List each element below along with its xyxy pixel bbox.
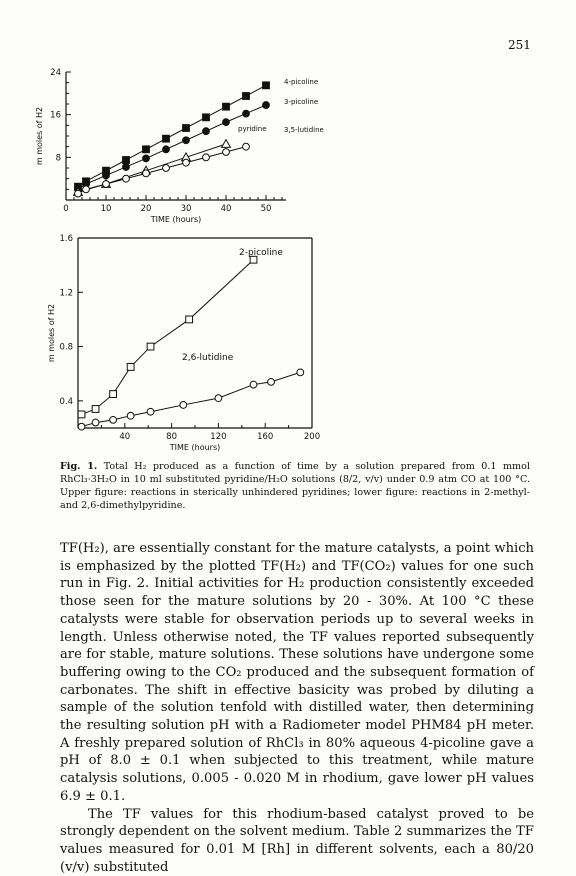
upper-point-3-picoline (263, 102, 270, 109)
label-2-picoline: 2-picoline (239, 248, 283, 258)
label-4-picoline: 4-picoline (284, 78, 319, 86)
upper-y-tick-label: 16 (50, 110, 61, 121)
lower-point-2,6-lutidine (268, 378, 275, 385)
lower-x-tick-label: 40 (119, 432, 131, 442)
lower-point-2-picoline (127, 364, 134, 371)
lower-point-2,6-lutidine (110, 416, 117, 423)
upper-point-4-picoline (123, 157, 130, 164)
upper-series-line-pyridine (78, 144, 226, 192)
upper-point-3,5-lutidine (83, 186, 90, 193)
lower-x-tick-label: 200 (303, 432, 321, 442)
upper-point-3,5-lutidine (183, 159, 190, 166)
lower-point-2,6-lutidine (215, 395, 222, 402)
lower-y-tick-label: 0.4 (59, 396, 73, 407)
page-number: 251 (508, 38, 531, 52)
upper-point-3,5-lutidine (223, 149, 230, 156)
upper-point-3,5-lutidine (123, 175, 130, 182)
lower-point-2,6-lutidine (180, 402, 187, 409)
lower-point-2,6-lutidine (250, 381, 257, 388)
lower-y-tick-label: 1.2 (59, 288, 73, 299)
upper-point-3,5-lutidine (163, 165, 170, 172)
paragraph-1: TF(H₂), are essentially constant for the mature catalysts, a point which is emphasized by the plotted TF(H₂) and TF(CO₂) values for one such run in Fig. 2. Initial activities for H₂ production consistently exceeded those seen for the mature solutions by 20 - 30%. At 100 °C these catalysts were stable for observation periods up to several weeks in length. Unless otherwise noted, the TF values reported subsequently are for stable, mature solutions. These solutions have undergone some buffering owing to the CO₂ produced and the subsequent formation of carbonates. The shift in effective basicity was probed by diluting a sample of the solution tenfold with distilled water, then determining the resulting solution pH with a Radiometer model PHM84 pH meter. A freshly prepared solution of RhCl₃ in 80% aqueous 4-picoline gave a pH of 8.0 ± 0.1 when subjected to this treatment, while mature catalysis solutions, 0.005 - 0.020 M in rhodium, gave lower pH values 6.9 ± 0.1. (60, 541, 534, 804)
upper-x-tick-label: 10 (100, 204, 112, 214)
lower-point-2-picoline (110, 391, 117, 398)
upper-point-4-picoline (163, 135, 170, 142)
lower-y-tick-label: 1.6 (59, 234, 73, 244)
upper-x-tick-label: 50 (260, 204, 272, 214)
paragraph-2: The TF values for this rhodium-based catalyst proved to be strongly dependent on the solvent medium. Table 2 summarizes the TF values measured for 0.01 M [Rh] in different solvents, each a 80/20 (v/v) substituted (60, 806, 534, 875)
upper-point-3,5-lutidine (103, 181, 110, 188)
lower-point-2-picoline (147, 343, 154, 350)
lower-point-2,6-lutidine (147, 408, 154, 415)
lower-point-2-picoline (186, 316, 193, 323)
upper-point-3-picoline (143, 155, 150, 162)
lower-series-line-2-picoline (82, 260, 254, 415)
upper-point-3,5-lutidine (143, 170, 150, 177)
upper-point-3-picoline (243, 110, 250, 117)
lower-point-2,6-lutidine (127, 412, 134, 419)
upper-x-tick-label: 0 (63, 204, 69, 214)
lower-point-2,6-lutidine (92, 419, 99, 426)
label-2-6-lutidine: 2,6-lutidine (182, 353, 234, 363)
upper-point-4-picoline (183, 125, 190, 132)
upper-point-4-picoline (143, 146, 150, 153)
upper-y-axis-title: m moles of H2 (35, 106, 44, 166)
upper-y-tick-label: 8 (55, 153, 61, 164)
upper-point-3-picoline (183, 137, 190, 144)
upper-point-3,5-lutidine (203, 154, 210, 161)
upper-x-tick-label: 30 (180, 204, 192, 214)
lower-x-tick-label: 160 (257, 432, 274, 442)
upper-point-4-picoline (263, 82, 270, 89)
caption-label: Fig. 1. (60, 461, 98, 472)
lower-point-2,6-lutidine (297, 369, 304, 376)
upper-point-3,5-lutidine (243, 143, 250, 150)
upper-point-4-picoline (203, 114, 210, 121)
figure-caption (60, 460, 530, 512)
upper-x-axis-title: TIME (hours) (150, 215, 202, 224)
upper-point-3-picoline (203, 128, 210, 135)
upper-point-3-picoline (103, 172, 110, 179)
lower-x-tick-label: 120 (210, 432, 227, 442)
upper-point-3-picoline (123, 164, 130, 171)
upper-point-4-picoline (243, 93, 250, 100)
upper-x-tick-label: 20 (140, 204, 152, 214)
upper-point-pyridine (222, 140, 231, 148)
lower-y-axis-title: m moles of H2 (47, 303, 56, 363)
label-3-picoline: 3-picoline (284, 98, 319, 106)
upper-y-tick-label: 24 (50, 68, 61, 78)
caption-text: Total H₂ produced as a function of time by a solution prepared from 0.1 mmol RhCl₃·3H₂O in 10 ml substituted pyridine/H₂O solutions (8/2, v/v) under 0.9 atm CO at 100 °C. Upper figure: reactions in sterically unhindered pyridines; lower figure: reactions in 2-methyl- and 2,6-dimethylpyridine. (60, 461, 530, 511)
lower-point-2-picoline (92, 406, 99, 413)
upper-point-3-picoline (163, 146, 170, 153)
upper-point-3-picoline (223, 119, 230, 126)
label-pyridine: pyridine (238, 125, 267, 133)
upper-x-tick-label: 40 (220, 204, 232, 214)
upper-point-4-picoline (223, 103, 230, 110)
lower-point-2,6-lutidine (78, 423, 85, 430)
upper-point-3,5-lutidine (75, 190, 82, 197)
body-text (60, 540, 534, 876)
lower-x-tick-label: 80 (166, 432, 178, 442)
lower-x-axis-title: TIME (hours) (169, 443, 221, 452)
lower-point-2-picoline (78, 411, 85, 418)
lower-y-tick-label: 0.8 (59, 342, 73, 353)
label-3-5-lutidine: 3,5-lutidine (284, 126, 324, 134)
